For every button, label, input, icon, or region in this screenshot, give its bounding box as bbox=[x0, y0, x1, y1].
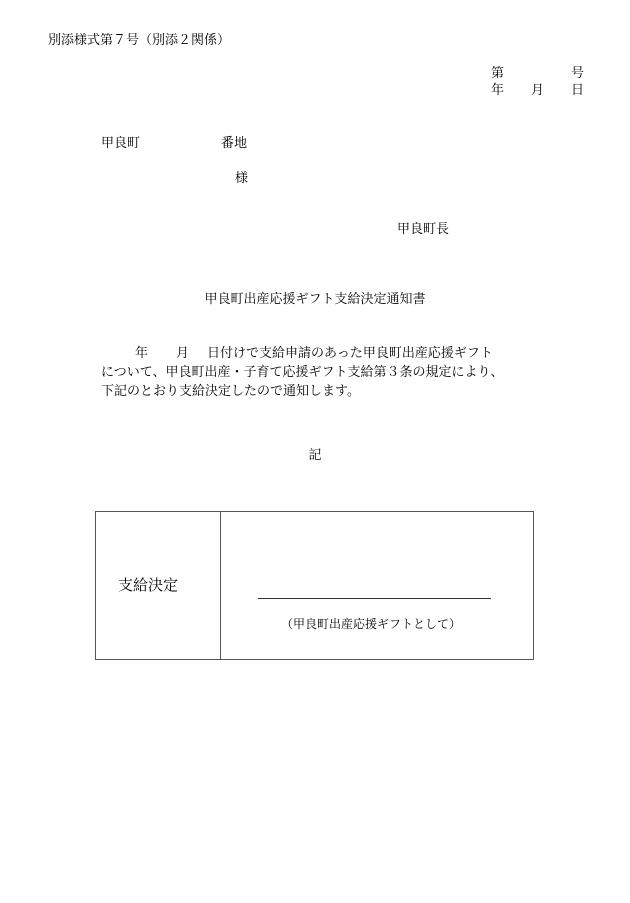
ki-heading: 記 bbox=[308, 448, 322, 463]
body-line-1-text: 日付けで支給申請のあった甲良町出産応援ギフト bbox=[207, 346, 493, 361]
body-line-2: について、甲良町出産・子育て応援ギフト支給第３条の規定により、 bbox=[101, 365, 504, 380]
recipient-honorific: 様 bbox=[235, 171, 249, 186]
issuer-name: 甲良町長 bbox=[397, 222, 450, 237]
body-paragraph bbox=[101, 344, 521, 401]
doc-number-prefix: 第 bbox=[491, 66, 505, 81]
date-day-label: 日 bbox=[571, 83, 585, 98]
date-month-label: 月 bbox=[531, 83, 545, 98]
doc-number-suffix: 号 bbox=[571, 66, 585, 81]
amount-blank-line bbox=[258, 598, 491, 599]
form-id: 別添様式第７号（別添２関係） bbox=[48, 33, 231, 48]
body-line-3: 下記のとおり支給決定したので通知します。 bbox=[101, 384, 360, 399]
decision-table bbox=[95, 511, 534, 660]
recipient-banchi: 番地 bbox=[221, 136, 248, 151]
body-line-1 bbox=[101, 344, 521, 363]
decision-label: 支給決定 bbox=[118, 576, 179, 594]
date-year-label: 年 bbox=[491, 83, 505, 98]
body-year: 年 bbox=[135, 346, 149, 361]
table-divider bbox=[220, 512, 221, 659]
amount-note: （甲良町出産応援ギフトとして） bbox=[281, 617, 462, 631]
body-month: 月 bbox=[176, 346, 190, 361]
document-title: 甲良町出産応援ギフト支給決定通知書 bbox=[204, 292, 426, 307]
recipient-town: 甲良町 bbox=[101, 136, 141, 151]
